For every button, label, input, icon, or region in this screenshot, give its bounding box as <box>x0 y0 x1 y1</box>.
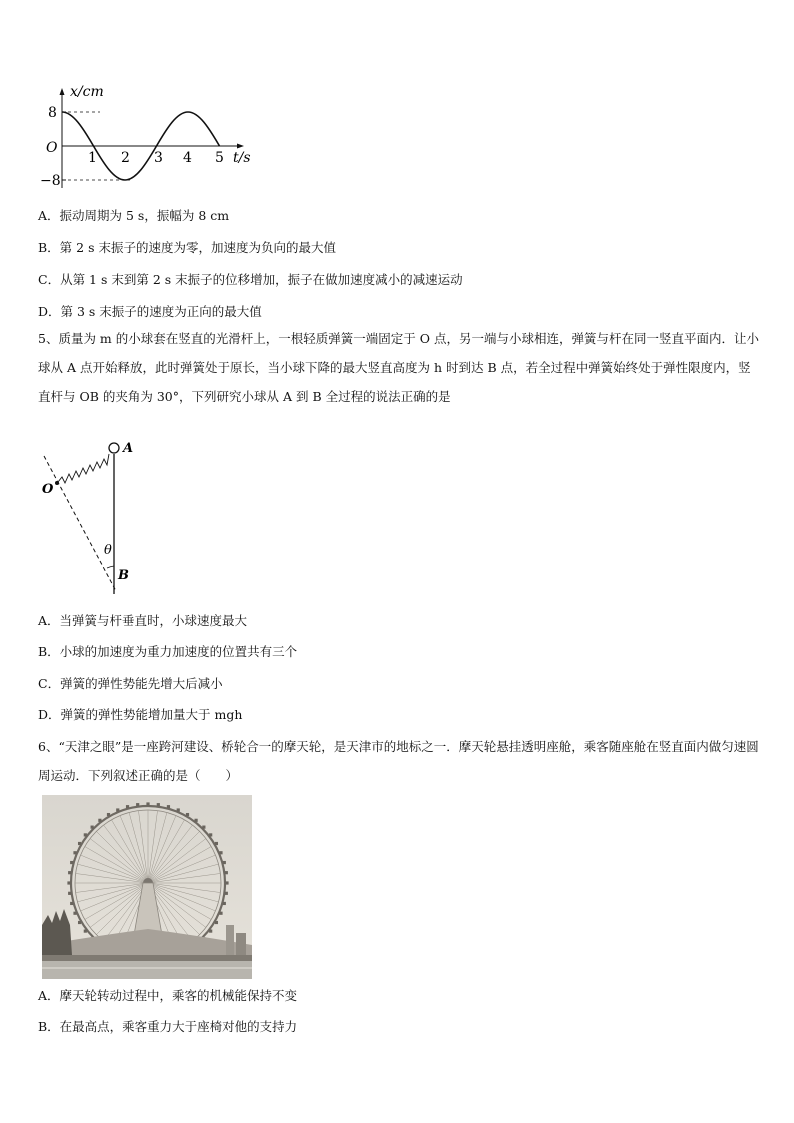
x-tick-2: 2 <box>121 150 130 166</box>
y-tick-8: 8 <box>48 105 57 121</box>
wheel-cabin <box>67 881 70 884</box>
q4-option-a: A．振动周期为 5 s，振幅为 8 cm <box>38 208 230 223</box>
wheel-cabin <box>223 861 226 864</box>
wheel-cabin <box>194 819 197 822</box>
y-axis-label: x/cm <box>70 84 104 100</box>
wheel-cabin <box>68 892 71 895</box>
wheel-cabin <box>70 861 73 864</box>
wheel-cabin <box>202 826 205 829</box>
spring <box>58 454 109 483</box>
q4-option-d: D．第 3 s 末振子的速度为正向的最大值 <box>38 304 262 319</box>
label-theta: θ <box>104 543 112 558</box>
label-o: O <box>42 482 54 497</box>
wheel-cabin <box>98 819 101 822</box>
wheel-cabin <box>146 802 149 805</box>
wheel-cabin <box>91 826 94 829</box>
wheel-cabin <box>73 851 76 854</box>
q5-option-a: A．当弹簧与杆垂直时，小球速度最大 <box>38 613 248 628</box>
oscillation-graph <box>40 80 270 195</box>
q6-stem: 6、“天津之眼”是一座跨河建设、桥轮合一的摩天轮，是天津市的地标之一．摩天轮悬挂透明座舱，乘客随座舱在竖直面内做匀速圆周运动．下列叙述正确的是（ ） <box>38 739 759 783</box>
wheel-cabin <box>177 808 180 811</box>
wheel-cabin <box>84 833 87 836</box>
wheel-cabin <box>209 833 212 836</box>
wheel-cabin <box>73 912 76 915</box>
label-a: A <box>123 441 134 456</box>
wheel-cabin <box>68 871 71 874</box>
wheel-cabin <box>78 921 81 924</box>
wheel-cabin <box>209 929 212 932</box>
wheel-cabin <box>167 805 170 808</box>
wheel-cabin <box>225 881 228 884</box>
q6-option-b: B．在最高点，乘客重力大于座椅对他的支持力 <box>38 1019 298 1034</box>
wheel-cabin <box>215 842 218 845</box>
y-tick-neg8: −8 <box>40 173 61 189</box>
q6-option-a: A．摩天轮转动过程中，乘客的机械能保持不变 <box>38 988 298 1003</box>
q5-stem: 5、质量为 m 的小球套在竖直的光滑杆上，一根轻质弹簧一端固定于 O 点，另一端与小球相连，弹簧与杆在同一竖直平面内．让小球从 A 点开始释放，此时弹簧处于原长，当小球下降的最大竖直高度为 h 时到达 B 点，若全过程中弹簧始终处于弹性限度内，竖直杆与 OB 的夹角为 30°，下列研究小球从 A 到 B 全过程的说法正确的是 <box>38 331 759 404</box>
x-tick-5: 5 <box>215 150 224 166</box>
x-tick-3: 3 <box>154 150 163 166</box>
wheel-cabin <box>215 921 218 924</box>
wheel-cabin <box>107 813 110 816</box>
wheel-cabin <box>78 842 81 845</box>
x-axis-label: t/s <box>233 150 251 166</box>
q5-option-b: B．小球的加速度为重力加速度的位置共有三个 <box>38 644 298 659</box>
label-b: B <box>118 568 129 583</box>
wheel-cabin <box>225 871 228 874</box>
wheel-cabin <box>126 805 129 808</box>
spring-rod-figure <box>36 436 146 596</box>
q5-option-c: C．弹簧的弹性势能先增大后减小 <box>38 676 223 691</box>
wheel-cabin <box>219 912 222 915</box>
x-tick-4: 4 <box>183 150 192 166</box>
wheel-cabin <box>219 851 222 854</box>
wheel-cabin <box>157 803 160 806</box>
q4-option-c: C．从第 1 s 末到第 2 s 末振子的位移增加，振子在做加速度减小的减速运动 <box>38 272 463 287</box>
q5-option-d: D．弹簧的弹性势能增加量大于 mgh <box>38 707 243 722</box>
wheel-cabin <box>116 808 119 811</box>
wheel-cabin <box>186 813 189 816</box>
q4-option-b: B．第 2 s 末振子的速度为零，加速度为负向的最大值 <box>38 240 336 255</box>
wheel-cabin <box>225 892 228 895</box>
wheel-cabin <box>223 902 226 905</box>
wheel-cabin <box>136 803 139 806</box>
wheel-cabin <box>70 902 73 905</box>
ferris-wheel-photo <box>42 795 252 979</box>
wheel-cabin <box>84 929 87 932</box>
x-tick-1: 1 <box>88 150 97 166</box>
origin-label: O <box>46 140 58 156</box>
ball-at-a <box>109 443 119 453</box>
